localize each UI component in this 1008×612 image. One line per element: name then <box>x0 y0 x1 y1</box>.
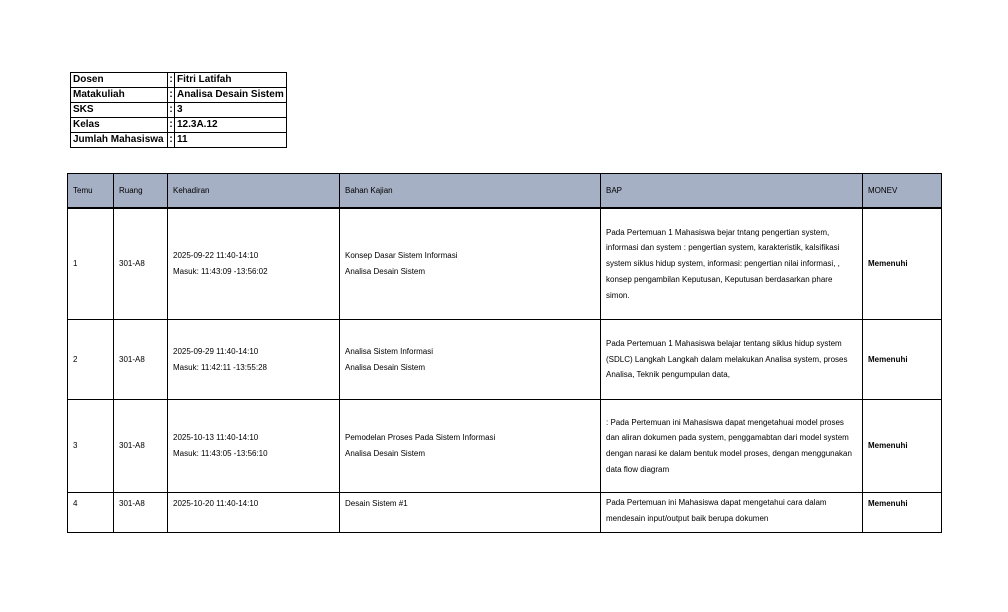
cell-bap: Pada Pertemuan ini Mahasiswa dapat mengetahui cara dalam mendesain input/output baik berupa dokumen <box>601 493 863 533</box>
info-label: Matakuliah <box>71 88 168 103</box>
cell-ruang: 301-A8 <box>114 320 168 400</box>
cell-kehadiran <box>168 208 340 320</box>
header-bap: BAP <box>601 174 863 209</box>
table-row <box>68 320 942 400</box>
info-label: SKS <box>71 103 168 118</box>
header-kehadiran: Kehadiran <box>168 174 340 209</box>
kehadiran-jadwal: 2025-09-22 11:40-14:10 <box>173 251 259 260</box>
bahan-course: Analisa Desain Sistem <box>345 449 426 458</box>
info-label: Dosen <box>71 73 168 88</box>
info-label: Kelas <box>71 118 168 133</box>
info-value: 11 <box>175 133 287 148</box>
cell-bahan-kajian <box>340 400 601 493</box>
header-ruang: Ruang <box>114 174 168 209</box>
cell-ruang: 301-A8 <box>114 208 168 320</box>
cell-bahan-kajian <box>340 493 601 533</box>
cell-temu: 4 <box>68 493 114 533</box>
info-row-matakuliah <box>71 88 287 103</box>
info-separator: : <box>168 118 175 133</box>
bahan-topic: Pemodelan Proses Pada Sistem Informasi <box>345 433 496 442</box>
cell-bap: Pada Pertemuan 1 Mahasiswa belajar tentang siklus hidup system (SDLC) Langkah Langkah dalam melakukan Analisa system, proses Analisa, Teknik pengumpulan data, <box>601 320 863 400</box>
info-row-jumlah-mahasiswa <box>71 133 287 148</box>
table-header-row <box>68 174 942 209</box>
course-info-table <box>70 72 287 148</box>
info-separator: : <box>168 133 175 148</box>
cell-kehadiran <box>168 493 340 533</box>
cell-kehadiran <box>168 320 340 400</box>
kehadiran-jadwal: 2025-09-29 11:40-14:10 <box>173 346 259 356</box>
cell-monev: Memenuhi <box>863 400 942 493</box>
table-row <box>68 493 942 533</box>
cell-monev: Memenuhi <box>863 208 942 320</box>
info-row-kelas <box>71 118 287 133</box>
info-value: 12.3A.12 <box>175 118 287 133</box>
cell-bap: : Pada Pertemuan ini Mahasiswa dapat mengetahuai model proses dan aliran dokumen pada system, penggamabtan dari model system dengan narasi ke dalam bentuk model proses, dengan menggunakan data flow diagram <box>601 400 863 493</box>
bahan-course: Analisa Desain Sistem <box>345 362 426 372</box>
cell-temu: 2 <box>68 320 114 400</box>
header-monev: MONEV <box>863 174 942 209</box>
cell-temu: 1 <box>68 208 114 320</box>
cell-bap: Pada Pertemuan 1 Mahasiswa bejar tntang pengertian system, informasi dan system : pengertian system, karakteristik, kalsifikasi system siklus hidup system, informasi: pengertian nilai informasi, , konsep pengambilan Keputusan, Keputusan berdasarkan phare simon. <box>601 208 863 320</box>
info-label: Jumlah Mahasiswa <box>71 133 168 148</box>
kehadiran-jadwal: 2025-10-13 11:40-14:10 <box>173 433 259 442</box>
info-row-sks <box>71 103 287 118</box>
bahan-topic: Analisa Sistem Informasi <box>345 346 434 356</box>
kehadiran-masuk: Masuk: 11:42:11 -13:55:28 <box>173 362 267 372</box>
cell-bahan-kajian <box>340 320 601 400</box>
cell-monev: Memenuhi <box>863 493 942 533</box>
cell-temu: 3 <box>68 400 114 493</box>
info-value: Analisa Desain Sistem <box>175 88 287 103</box>
cell-kehadiran <box>168 400 340 493</box>
header-temu: Temu <box>68 174 114 209</box>
kehadiran-masuk: Masuk: 11:43:05 -13:56:10 <box>173 449 268 458</box>
bahan-course: Analisa Desain Sistem <box>345 267 426 276</box>
cell-bahan-kajian <box>340 208 601 320</box>
header-bahan-kajian: Bahan Kajian <box>340 174 601 209</box>
bahan-topic: Konsep Dasar Sistem Informasi <box>345 251 458 260</box>
meeting-log-table <box>67 173 942 533</box>
cell-ruang: 301-A8 <box>114 493 168 533</box>
info-separator: : <box>168 73 175 88</box>
info-value: 3 <box>175 103 287 118</box>
info-separator: : <box>168 103 175 118</box>
info-separator: : <box>168 88 175 103</box>
info-row-dosen <box>71 73 287 88</box>
cell-ruang: 301-A8 <box>114 400 168 493</box>
bahan-topic: Desain Sistem #1 <box>345 499 408 508</box>
table-row <box>68 400 942 493</box>
kehadiran-jadwal: 2025-10-20 11:40-14:10 <box>173 499 259 508</box>
table-row <box>68 208 942 320</box>
info-value: Fitri Latifah <box>175 73 287 88</box>
kehadiran-masuk: Masuk: 11:43:09 -13:56:02 <box>173 267 268 276</box>
cell-monev: Memenuhi <box>863 320 942 400</box>
